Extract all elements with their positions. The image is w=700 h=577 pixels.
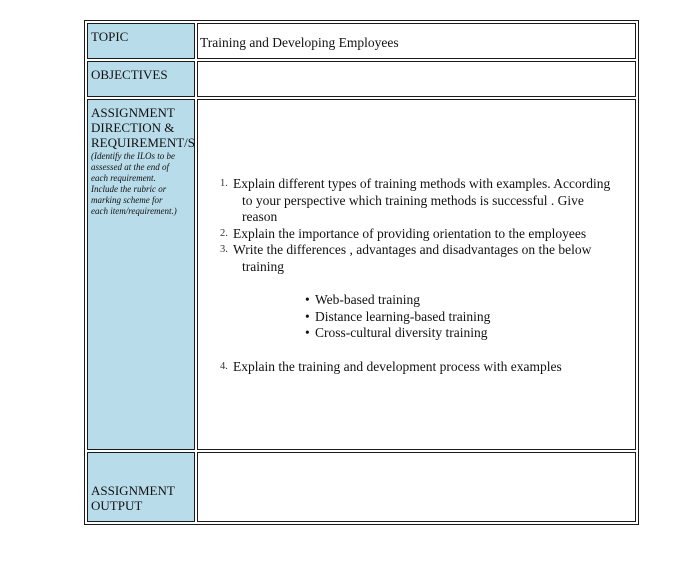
requirement-item-3: [220, 242, 635, 342]
assignment-requirements-cell: [197, 99, 636, 450]
assignment-label-line: REQUIREMENT/S: [91, 135, 195, 150]
requirement-item-1: [220, 176, 635, 226]
requirement-number: 3.: [220, 244, 228, 255]
output-label-cell: [87, 452, 195, 522]
list-item: • Web-based training: [305, 292, 635, 309]
assignment-note-line: Include the rubric or: [91, 184, 167, 194]
requirements-list: [198, 100, 635, 375]
requirement-number: 4.: [220, 360, 228, 372]
assignment-note-line: each item/requirement.): [91, 206, 177, 216]
assignment-note-line: (Identify the ILOs to be: [91, 151, 175, 161]
list-item: • Distance learning-based training: [305, 309, 635, 326]
assignment-note-line: each requirement.: [91, 173, 156, 183]
objectives-value-cell: [197, 61, 636, 97]
requirement-text: Explain the importance of providing orientation to the employees: [233, 225, 587, 241]
assignment-note: [88, 150, 194, 217]
topic-label-cell: [87, 23, 195, 59]
topic-value: Training and Developing Employees: [200, 35, 399, 50]
requirement-number: 1.: [220, 178, 228, 189]
requirement-text: training: [242, 258, 284, 274]
training-types-list: [305, 292, 635, 342]
requirement-item-2: [220, 226, 635, 243]
requirement-item-4: [220, 359, 635, 376]
requirement-text: Explain the training and development process with examples: [233, 358, 562, 374]
topic-value-cell: [197, 23, 636, 59]
objectives-row: [87, 61, 636, 97]
assignment-note-line: marking scheme for: [91, 195, 163, 205]
output-label-line: OUTPUT: [91, 498, 143, 513]
requirement-number: 2.: [220, 227, 228, 239]
assignment-sheet: [84, 20, 639, 522]
output-label: [88, 483, 194, 521]
requirement-text: to your perspective which training methods is successful . Give: [242, 192, 584, 208]
objectives-label: OBJECTIVES: [91, 67, 168, 82]
assignment-label-line: DIRECTION &: [91, 120, 175, 135]
assignment-note-line: assessed at the end of: [91, 162, 169, 172]
output-label-line: ASSIGNMENT: [91, 483, 175, 498]
topic-label: TOPIC: [91, 29, 129, 44]
assignment-label-cell: [87, 99, 195, 450]
assignment-table: [84, 20, 639, 525]
output-row: [87, 452, 636, 522]
list-item: • Cross-cultural diversity training: [305, 325, 635, 342]
requirement-text: Explain different types of training methods with examples. According: [233, 176, 611, 191]
topic-row: [87, 23, 636, 59]
assignment-label-line: ASSIGNMENT: [91, 105, 175, 120]
requirement-text: reason: [242, 209, 278, 224]
output-value-cell: [197, 452, 636, 522]
assignment-row: [87, 99, 636, 450]
assignment-label: [88, 100, 194, 150]
requirement-text: Write the differences , advantages and disadvantages on the below: [233, 242, 592, 257]
objectives-label-cell: [87, 61, 195, 97]
